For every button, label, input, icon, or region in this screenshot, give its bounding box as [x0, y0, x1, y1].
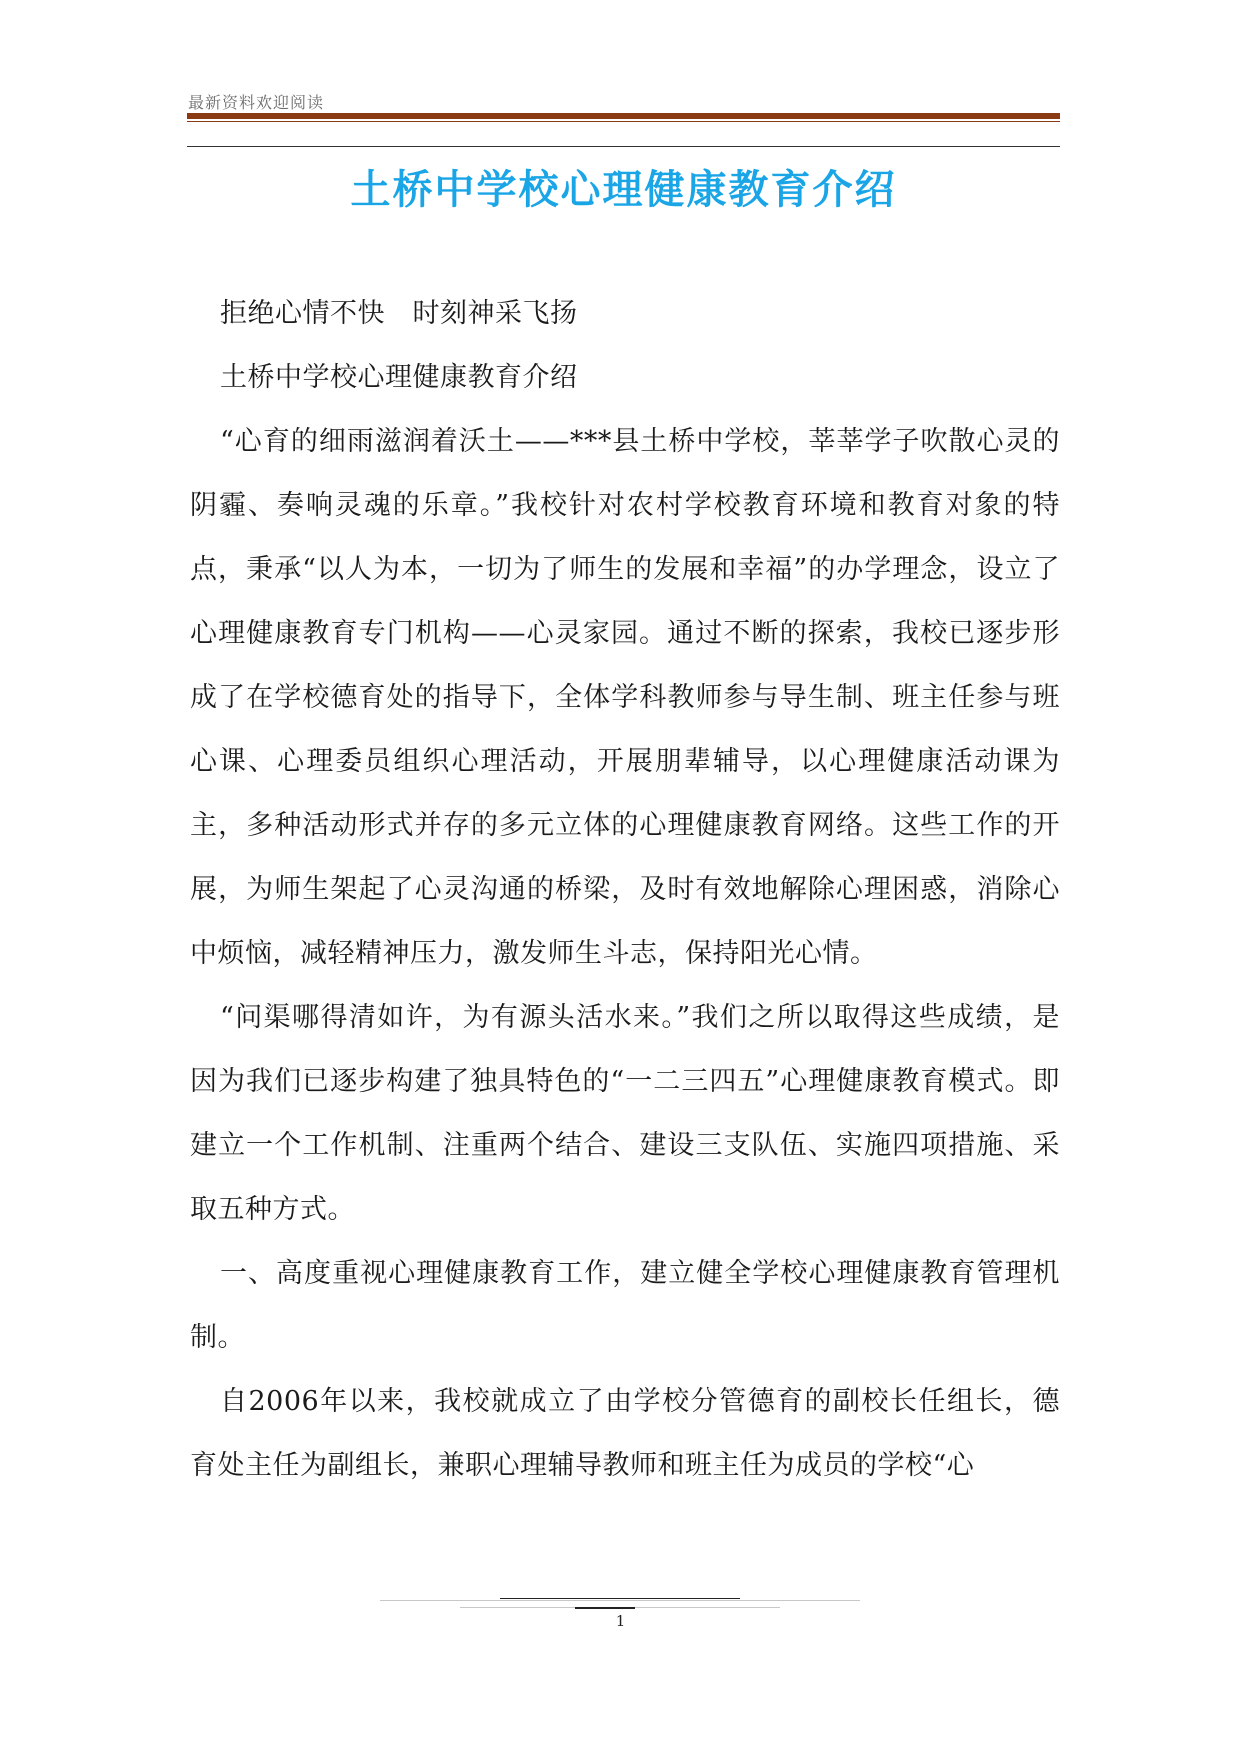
header-rule-thin [187, 121, 1060, 122]
paragraph: 土桥中学校心理健康教育介绍 [220, 362, 578, 393]
paragraph: 自2006年以来，我校就成立了由学校分管德育的副校长任组长，德育处主任为副组长，兼职心理辅导教师和班主任为成员的学校“心 [190, 1386, 1060, 1481]
footer-rule [380, 1600, 860, 1601]
page-number: 1 [615, 1612, 626, 1630]
paragraph: “心育的细雨滋润着沃土——***县土桥中学校，莘莘学子吹散心灵的阴霾、奏响灵魂的乐章。”我校针对农村学校教育环境和教育对象的特点，秉承“以人为本，一切为了师生的发展和幸福”的办学理念，设立了心理健康教育专门机构——心灵家园。通过不断的探索，我校已逐步形成了在学校德育处的指导下，全体学科教师参与导生制、班主任参与班心课、心理委员组织心理活动，开展朋辈辅导，以心理健康活动课为主，多种活动形式并存的多元立体的心理健康教育网络。这些工作的开展，为师生架起了心灵沟通的桥梁，及时有效地解除心理困惑，消除心中烦恼，减轻精神压力，激发师生斗志，保持阳光心情。 [190, 426, 1060, 969]
footer-rule [500, 1598, 740, 1599]
document-body [190, 282, 1060, 1498]
title-rule [187, 146, 1060, 147]
page-header-text: 最新资料欢迎阅读 [188, 93, 325, 112]
footer-rule [575, 1607, 635, 1609]
paragraph: 拒绝心情不快 时刻神采飞扬 [220, 298, 578, 329]
document-title: 土桥中学校心理健康教育介绍 [350, 167, 897, 213]
paragraph: “问渠哪得清如许，为有源头活水来。”我们之所以取得这些成绩，是因为我们已逐步构建了独具特色的“一二三四五”心理健康教育模式。即建立一个工作机制、注重两个结合、建设三支队伍、实施四项措施、采取五种方式。 [190, 1002, 1060, 1225]
paragraph: 一、高度重视心理健康教育工作，建立健全学校心理健康教育管理机制。 [190, 1258, 1060, 1353]
header-rule-thick [187, 113, 1060, 119]
